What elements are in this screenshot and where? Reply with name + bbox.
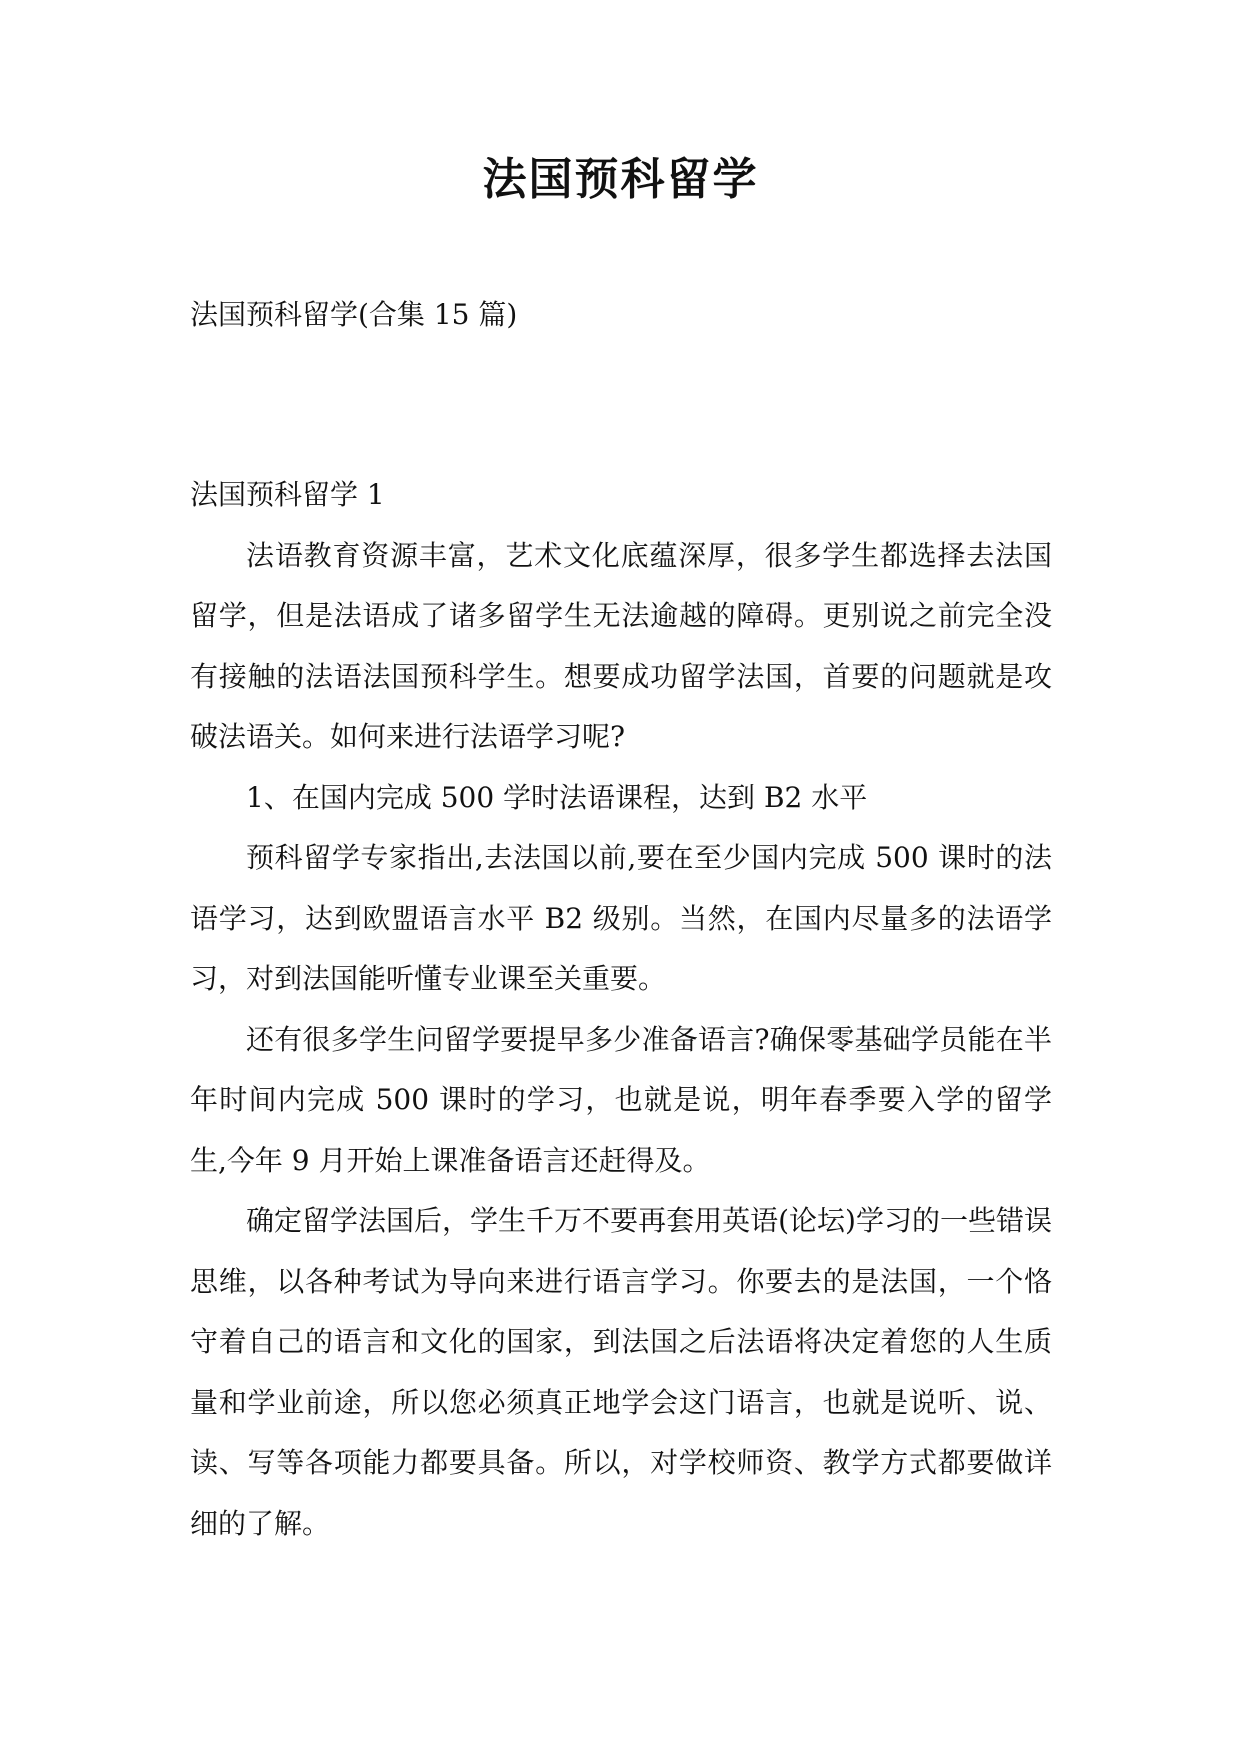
document-body — [190, 465, 1052, 1554]
paragraph-point-1: 1、在国内完成 500 学时法语课程，达到 B2 水平 — [246, 780, 868, 814]
document-subtitle: 法国预科留学(合集 15 篇) — [190, 298, 518, 331]
section-heading: 法国预科留学 1 — [190, 478, 385, 511]
paragraph-learning-approach: 确定留学法国后，学生千万不要再套用英语(论坛)学习的一些错误思维，以各种考试为导向来进行语言学习。你要去的是法国，一个恪守着自己的语言和文化的国家，到法国之后法语将决定着您的人生质量和学业前途，所以您必须真正地学会这门语言，也就是说听、说、读、写等各项能力都要具备。所以，对学校师资、教学方式都要做详细的了解。 — [190, 1204, 1052, 1540]
paragraph-expert-advice: 预科留学专家指出,去法国以前,要在至少国内完成 500 课时的法语学习，达到欧盟语言水平 B2 级别。当然，在国内尽量多的法语学习，对到法国能听懂专业课至关重要。 — [190, 841, 1052, 995]
paragraph-preparation-time: 还有很多学生问留学要提早多少准备语言?确保零基础学员能在半年时间内完成 500 课时的学习，也就是说，明年春季要入学的留学生,今年 9 月开始上课准备语言还赶得及。 — [190, 1022, 1052, 1177]
document-title: 法国预科留学 — [482, 154, 759, 205]
paragraph-intro: 法语教育资源丰富，艺术文化底蕴深厚，很多学生都选择去法国留学，但是法语成了诸多留学生无法逾越的障碍。更别说之前完全没有接触的法语法国预科学生。想要成功留学法国，首要的问题就是攻破法语关。如何来进行法语学习呢? — [190, 538, 1052, 753]
